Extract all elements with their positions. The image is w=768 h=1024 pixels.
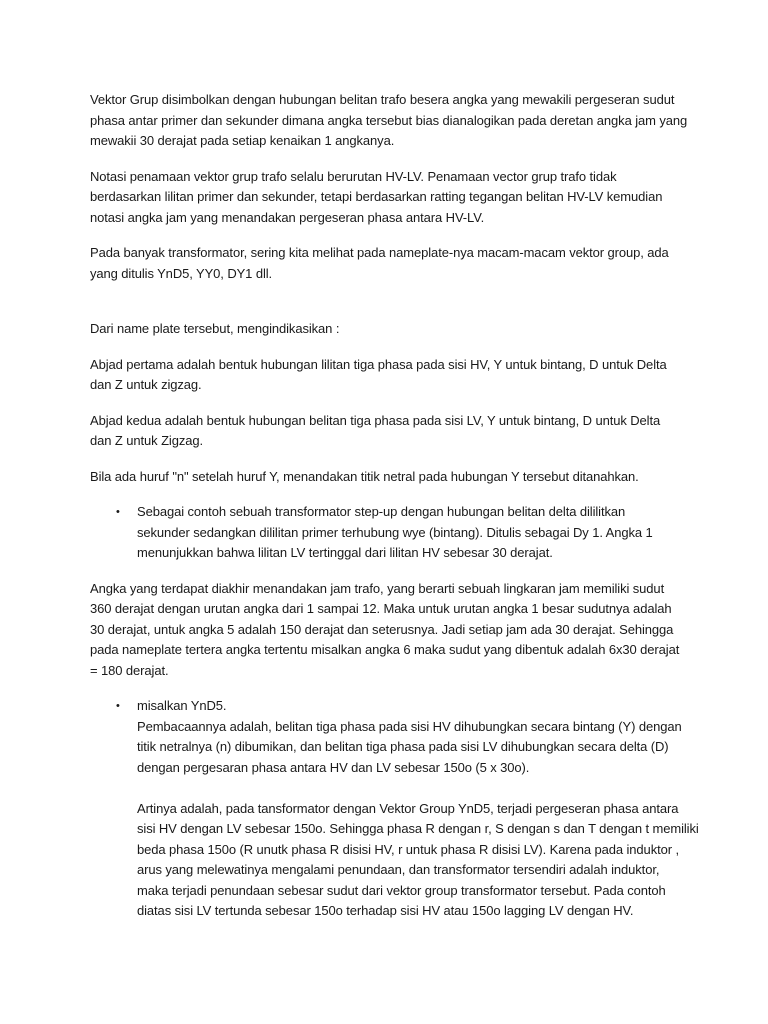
text-line: Pada banyak transformator, sering kita melihat pada nameplate-nya macam-macam vektor group, ada <box>90 245 669 260</box>
paragraph-vektor-grup-definition <box>90 90 690 152</box>
text-line: dan Z untuk zigzag. <box>90 377 202 392</box>
text-line: notasi angka jam yang menandakan pergeseran phasa antara HV-LV. <box>90 209 485 225</box>
text-line: diatas sisi LV tertunda sebesar 150o terhadap sisi HV atau 150o lagging LV dengan HV. <box>137 903 634 918</box>
text-line: maka terjadi penundaan sebesar sudut dari vektor group transformator tersebut. Pada contoh <box>137 882 666 898</box>
text-line: = 180 derajat. <box>90 662 169 678</box>
paragraph-angka-jam-trafo <box>90 579 690 682</box>
text-line: beda phasa 150o (R unutk phasa R disisi HV, r untuk phasa R disisi LV). Karena pada induktor , <box>137 841 679 857</box>
text-line: Dari name plate tersebut, mengindikasikan : <box>90 321 340 336</box>
paragraph-notasi-penamaan <box>90 167 690 229</box>
text-line: pada nameplate tertera angka tertentu misalkan angka 6 maka sudut yang dibentuk adalah 6x30 derajat <box>90 642 680 657</box>
text-line: berdasarkan lilitan primer dan sekunder, tetapi berdasarkan ratting tegangan belitan HV-LV kemudian <box>90 189 663 204</box>
paragraph-name-plate-intro <box>90 319 690 340</box>
text-line: titik netralnya (n) dibumikan, dan belitan tiga phasa pada sisi LV dihubungkan secara delta (D) <box>137 739 669 754</box>
text-line: Notasi penamaan vektor grup trafo selalu berurutan HV-LV. Penamaan vector grup trafo tidak <box>90 168 617 184</box>
text-line: Artinya adalah, pada tansformator dengan Vektor Group YnD5, terjadi pergeseran phasa antara <box>137 800 679 816</box>
text-line: phasa antar primer dan sekunder dimana angka tersebut bias dianalogikan pada deretan angka jam yang <box>90 112 688 128</box>
bullet-dot-icon: • <box>116 506 120 518</box>
text-line: Pembacaannya adalah, belitan tiga phasa pada sisi HV dihubungkan secara bintang (Y) dengan <box>137 718 682 734</box>
text-line: dengan pergesaran phasa antara HV dan LV sebesar 150o (5 x 30o). <box>137 759 530 775</box>
text-line: 360 derajat dengan urutan angka dari 1 sampai 12. Maka untuk urutan angka 1 besar sudutnya adalah <box>90 601 672 616</box>
text-line: misalkan YnD5. <box>137 698 227 713</box>
blank-line <box>90 299 690 319</box>
bullet-item-dy1-example <box>90 502 690 564</box>
text-line: sekunder sedangkan dililitan primer terhubung wye (bintang). Ditulis sebagai Dy 1. Angka 1 <box>137 524 653 540</box>
text-line: dan Z untuk Zigzag. <box>90 433 203 448</box>
bullet-dot-icon: • <box>116 700 120 712</box>
paragraph-abjad-pertama <box>90 355 690 396</box>
text-line: mewakii 30 derajat pada setiap kenaikan 1 angkanya. <box>90 133 395 148</box>
text-line: arus yang melewatinya mengalami penundaan, dan transformator tersendiri adalah induktor, <box>137 862 660 877</box>
text-line: Vektor Grup disimbolkan dengan hubungan belitan trafo besera angka yang mewakili pergeseran sudut <box>90 92 675 107</box>
text-line: Abjad kedua adalah bentuk hubungan belitan tiga phasa pada sisi LV, Y untuk bintang, D untuk Delta <box>90 412 661 428</box>
blank-line <box>137 778 690 799</box>
text-line: Sebagai contoh sebuah transformator step-up dengan hubungan belitan delta dililitkan <box>137 504 626 519</box>
paragraph-abjad-kedua <box>90 411 690 452</box>
text-line: yang ditulis YnD5, YY0, DY1 dll. <box>90 265 273 281</box>
text-line: Abjad pertama adalah bentuk hubungan lilitan tiga phasa pada sisi HV, Y untuk bintang, D untuk Delta <box>90 356 667 372</box>
paragraph-huruf-n <box>90 467 690 488</box>
text-line: sisi HV dengan LV sebesar 150o. Sehingga phasa R dengan r, S dengan s dan T dengan t memiliki <box>137 821 699 836</box>
text-line: 30 derajat, untuk angka 5 adalah 150 derajat dan seterusnya. Jadi setiap jam ada 30 derajat. Sehingga <box>90 621 674 637</box>
document-page <box>90 90 699 937</box>
paragraph-nameplate-examples <box>90 243 690 284</box>
bullet-item-ynd5-example <box>90 696 699 922</box>
text-line: menunjukkan bahwa lilitan LV tertinggal dari lilitan HV sebesar 30 derajat. <box>137 545 553 560</box>
text-line: Bila ada huruf "n" setelah huruf Y, menandakan titik netral pada hubungan Y tersebut ditanahkan. <box>90 468 639 484</box>
text-line: Angka yang terdapat diakhir menandakan jam trafo, yang berarti sebuah lingkaran jam memiliki sudut <box>90 580 665 596</box>
